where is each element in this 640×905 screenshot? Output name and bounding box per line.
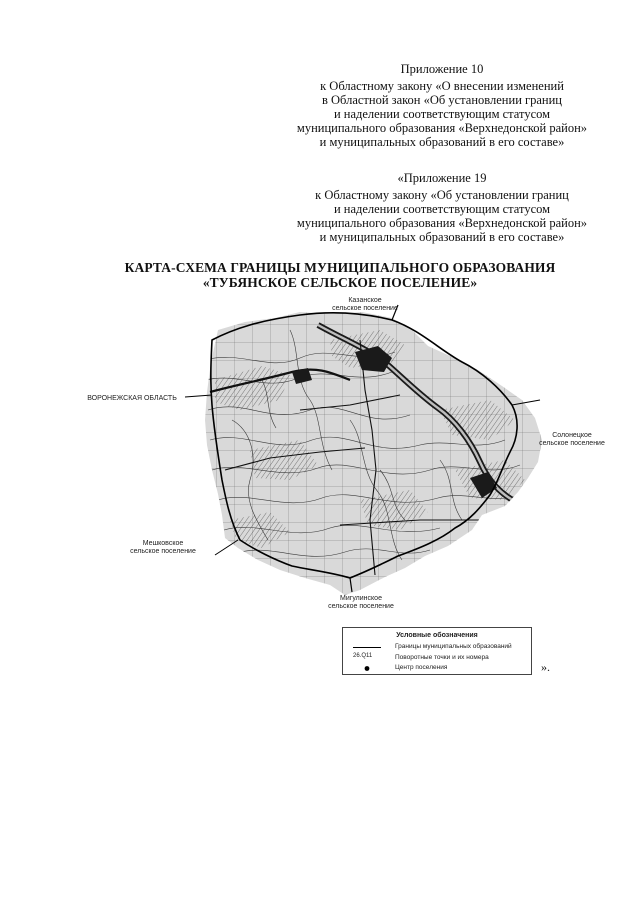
label-meshkovskoe-type: сельское поселение <box>130 548 196 555</box>
label-solonetskoe-type: сельское поселение <box>539 440 605 447</box>
map-title-line-2: «ТУБЯНСКОЕ СЕЛЬСКОЕ ПОСЕЛЕНИЕ» <box>202 275 478 290</box>
closing-quote: ». <box>541 660 550 674</box>
label-voronezh-name: ВОРОНЕЖСКАЯ ОБЛАСТЬ <box>87 395 177 402</box>
legend-item-turning-points <box>349 654 529 663</box>
legend-item-boundary <box>349 643 529 652</box>
annex-19-line: и наделении соответствующим статусом <box>333 202 551 216</box>
annex-19-heading: «Приложение 19 <box>397 171 487 185</box>
label-solonetskoe <box>537 432 607 448</box>
boundary-line-icon <box>353 643 381 652</box>
label-kazanskoe <box>330 297 400 313</box>
label-meshkovskoe <box>128 540 198 556</box>
annex-10-heading: Приложение 10 <box>400 62 484 76</box>
label-migulinskoe-type: сельское поселение <box>328 603 394 610</box>
label-migulinskoe <box>326 595 396 611</box>
label-kazanskoe-name: Казанское <box>348 297 382 304</box>
legend-item-turning-points-text: Поворотные точки и их номера <box>395 654 489 661</box>
annex-19-line: муниципального образования «Верхнедонской район» <box>296 216 588 230</box>
legend-item-center-text: Центр поселения <box>395 664 448 671</box>
annex-10-line: и муниципальных образований в его составе» <box>319 135 565 149</box>
label-voronezh-oblast <box>82 395 182 403</box>
annex-10-line: в Областной закон «Об установлении границ <box>321 93 562 107</box>
annex-10-line: к Областному закону «О внесении изменений <box>320 79 564 93</box>
legend-item-center <box>349 664 529 673</box>
label-migulinskoe-name: Мигулинское <box>340 595 382 602</box>
label-solonetskoe-name: Солонецкое <box>552 432 592 439</box>
annex-19-line: к Областному закону «Об установлении границ <box>315 188 569 202</box>
label-kazanskoe-type: сельское поселение <box>332 305 398 312</box>
legend-point-label: 26.Q11 <box>353 653 373 659</box>
annex-10-line: муниципального образования «Верхнедонской район» <box>296 121 588 135</box>
annex-10-line: и наделении соответствующим статусом <box>333 107 551 121</box>
map-title-line-1: КАРТА-СХЕМА ГРАНИЦЫ МУНИЦИПАЛЬНОГО ОБРАЗОВАНИЯ <box>124 260 556 275</box>
legend-item-boundary-text: Границы муниципальных образований <box>395 643 512 650</box>
topographic-base <box>200 305 550 600</box>
annex-19-line: и муниципальных образований в его составе» <box>319 230 565 244</box>
settlement-center-dot-icon <box>353 664 381 673</box>
label-meshkovskoe-name: Мешковское <box>142 540 184 547</box>
legend-title: Условные обозначения <box>396 632 478 639</box>
map-legend <box>342 627 532 675</box>
